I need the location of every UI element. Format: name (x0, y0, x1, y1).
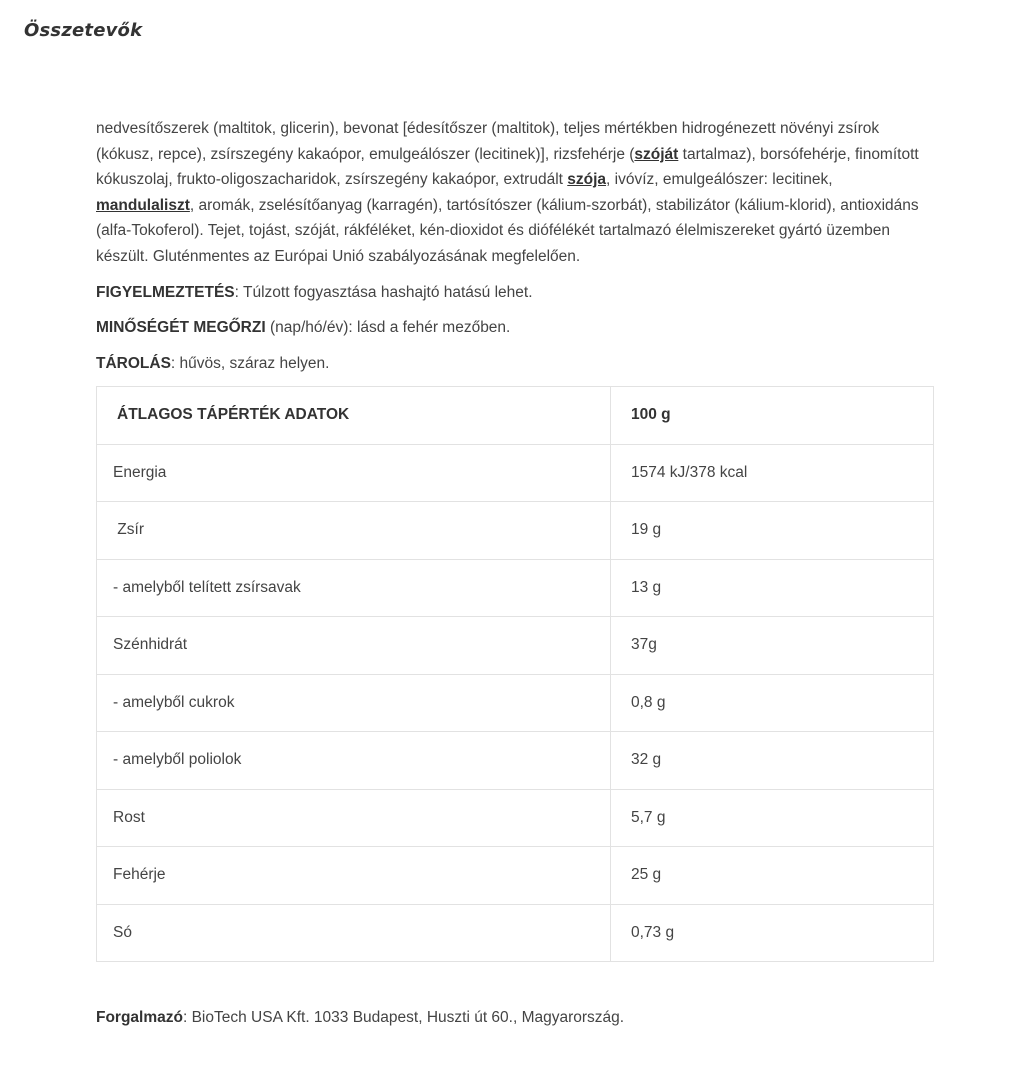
allergen-highlight: mandulaliszt (96, 196, 190, 214)
warning-line (96, 280, 934, 306)
allergen-highlight: szóját (634, 145, 679, 163)
table-row (97, 559, 934, 617)
ingredients-segment: , aromák, zselésítőanyag (karragén), tartósítószer (kálium-szorbát), stabilizátor (kálium-klorid), antioxidáns (alfa-Tokoferol). Tejet, tojást, szóját, rákféléket, kén-dioxidot és diófélékét tartalmazó élelmiszereket gyártó üzemben készült. Gluténmentes az Európai Unió szabályozásának megfelelően. (96, 196, 919, 265)
best-before-label: MINŐSÉGÉT MEGŐRZI (96, 319, 266, 337)
ingredients-segment: tartalmaz), borsófehérje, finomított kókuszolaj, frukto-oligoszacharidok, zsírszegény kakaópor, extrudált (96, 145, 919, 189)
distributor-line (96, 1005, 624, 1030)
table-row (97, 732, 934, 790)
warning-text: : Túlzott fogyasztása hashajtó hatású lehet. (234, 283, 533, 301)
table-row (97, 789, 934, 847)
distributor-text: : BioTech USA Kft. 1033 Budapest, Huszti út 60., Magyarország. (182, 1009, 625, 1026)
nutrient-name: - amelyből cukrok (97, 674, 611, 732)
nutrient-name: Fehérje (97, 847, 611, 905)
table-row (97, 847, 934, 905)
ingredients-segment: , ivóvíz, emulgeálószer: lecitinek, (606, 171, 833, 189)
nutrient-name: - amelyből poliolok (97, 732, 611, 790)
nutrient-name: Rost (97, 789, 611, 847)
best-before-line (96, 315, 934, 341)
nutrient-name: Energia (97, 444, 611, 502)
table-header-name: ÁTLAGOS TÁPÉRTÉK ADATOK (97, 387, 611, 445)
nutrient-value: 5,7 g (611, 789, 934, 847)
nutrient-value: 0,73 g (611, 904, 934, 962)
nutrient-value: 13 g (611, 559, 934, 617)
table-row (97, 617, 934, 675)
nutrient-name: Só (97, 904, 611, 962)
storage-label: TÁROLÁS (96, 354, 171, 372)
table-row (97, 674, 934, 732)
ingredients-segment: nedvesítőszerek (maltitok, glicerin), bevonat [édesítőszer (maltitok), teljes mértékben hidrogénezett növényi zsírok (kókusz, repce), zsírszegény kakaópor, emulgeálószer (lecitinek)], rizsfehérje ( (96, 120, 880, 163)
best-before-text: (nap/hó/év): lásd a fehér mezőben. (265, 319, 511, 337)
nutrient-value: 19 g (611, 502, 934, 560)
nutrition-table (96, 386, 934, 962)
ingredients-text (96, 116, 934, 270)
distributor-label: Forgalmazó (96, 1009, 183, 1026)
ingredients-section (96, 116, 934, 376)
nutrient-name: - amelyből telített zsírsavak (97, 559, 611, 617)
table-row (97, 904, 934, 962)
table-header-row (97, 387, 934, 445)
nutrient-value: 25 g (611, 847, 934, 905)
nutrient-value: 0,8 g (611, 674, 934, 732)
nutrient-value: 37g (611, 617, 934, 675)
section-title: Összetevők (24, 20, 143, 41)
table-row (97, 444, 934, 502)
warning-label: FIGYELMEZTETÉS (96, 283, 235, 301)
table-header-value: 100 g (611, 387, 934, 445)
allergen-highlight: szója (567, 171, 607, 189)
table-row (97, 502, 934, 560)
storage-text: : hűvös, száraz helyen. (170, 354, 330, 372)
storage-line (96, 351, 934, 377)
nutrient-value: 32 g (611, 732, 934, 790)
nutrient-value: 1574 kJ/378 kcal (611, 444, 934, 502)
nutrient-name: Zsír (97, 502, 611, 560)
nutrient-name: Szénhidrát (97, 617, 611, 675)
